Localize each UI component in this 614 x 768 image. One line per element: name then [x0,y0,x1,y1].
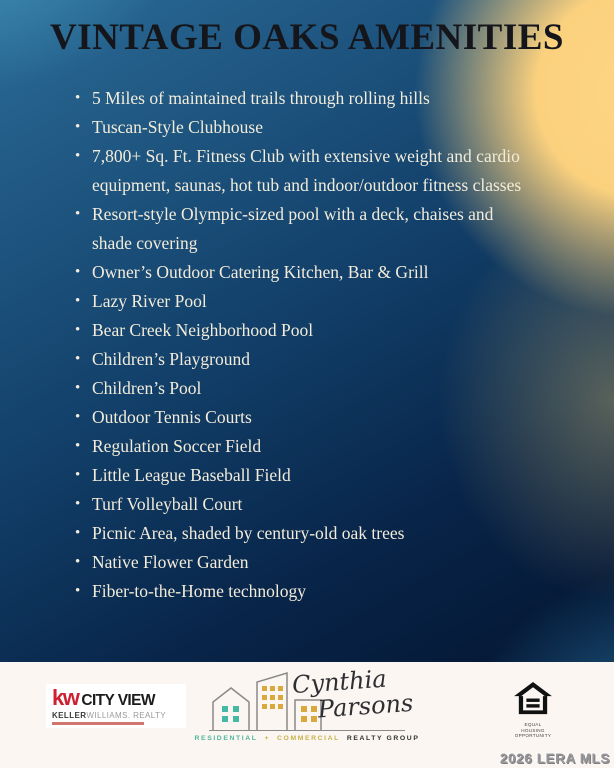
amenity-item: • 7,800+ Sq. Ft. Fitness Club with extensive weight and cardio equipment, saunas, hot tub and indoor/outdoor fitness classes [75,142,526,200]
amenity-item: • Turf Volleyball Court [75,490,526,519]
amenity-item: • Children’s Playground [75,345,526,374]
amenity-item: • Resort-style Olympic-sized pool with a deck, chaises and shade covering [75,200,526,258]
kw-office-name: CITY VIEW [81,692,155,709]
kw-tagline-bar [52,722,144,725]
equal-housing-house-icon [514,682,552,716]
realty-group-tagline: RESIDENTIAL + COMMERCIAL REALTY GROUP [194,735,420,742]
amenity-item: • Little League Baseball Field [75,461,526,490]
page-title: VINTAGE OAKS AMENITIES [49,17,565,58]
equal-housing-logo [512,682,554,739]
amenities-list [75,84,526,606]
kw-company-line: KELLERWILLIAMS. REALTY [52,711,167,720]
amenity-item: • Lazy River Pool [75,287,526,316]
equal-housing-caption: EQUAL HOUSING OPPORTUNITY [514,722,552,738]
amenity-item: • Owner’s Outdoor Catering Kitchen, Bar & Grill [75,258,526,287]
amenity-item: • Regulation Soccer Field [75,432,526,461]
amenity-item: • Fiber-to-the-Home technology [75,577,526,606]
cynthia-parsons-script: Cynthia Parsons [291,664,415,724]
amenity-item: • Picnic Area, shaded by century-old oak trees [75,519,526,548]
amenity-item: • Children’s Pool [75,374,526,403]
logo-baseline [209,730,405,731]
mls-watermark: 2026 LERA MLS [499,751,610,766]
kw-cityview-logo [46,684,186,728]
footer-logo-strip [0,662,614,768]
kw-brand-mark: kw [52,685,79,710]
amenity-item: • Tuscan-Style Clubhouse [75,113,526,142]
amenity-item: • 5 Miles of maintained trails through rolling hills [75,84,526,113]
amenity-item: • Native Flower Garden [75,548,526,577]
cynthia-parsons-logo [194,664,420,742]
amenity-item: • Outdoor Tennis Courts [75,403,526,432]
amenity-item: • Bear Creek Neighborhood Pool [75,316,526,345]
